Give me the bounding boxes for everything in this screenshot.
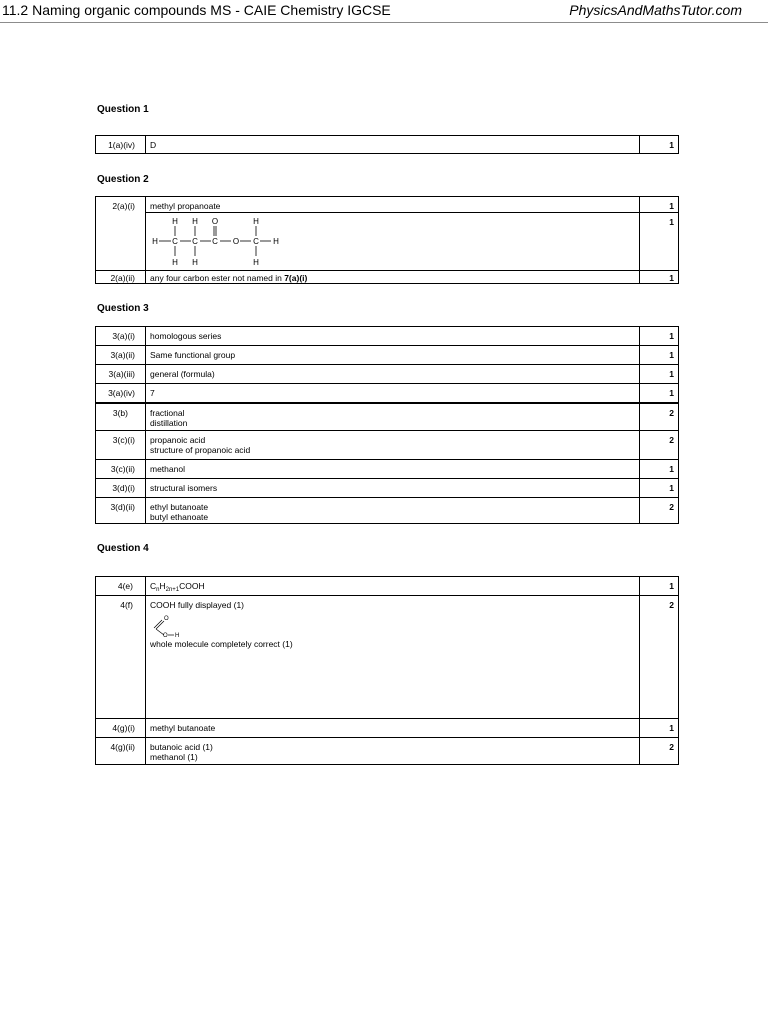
marks: 1 (640, 271, 679, 284)
marks: 2 (640, 431, 679, 460)
table-row (96, 719, 679, 738)
marks: 1 (640, 346, 679, 365)
table-row (96, 136, 679, 154)
question-2-heading: Question 2 (97, 174, 149, 185)
marks: 1 (640, 384, 679, 403)
question-3-table (95, 326, 679, 524)
question-number: 3(d)(ii) (96, 498, 146, 524)
atom-label: H (253, 258, 259, 267)
answer: Same functional group (146, 346, 640, 365)
question-number: 2(a)(i) (96, 197, 146, 271)
answer: methyl butanoate (146, 719, 640, 738)
marks: 1 (640, 136, 679, 154)
answer-line: methanol (1) (150, 752, 198, 762)
question-reference: 7(a)(i) (284, 273, 308, 283)
question-4-table (95, 576, 679, 765)
answer: homologous series (146, 327, 640, 346)
table-row (96, 498, 679, 524)
cooh-sketch (152, 611, 192, 637)
atom-label: O (163, 633, 168, 637)
atom-label: H (192, 217, 198, 226)
question-number: 4(g)(ii) (96, 738, 146, 765)
table-row (96, 346, 679, 365)
table-row (96, 738, 679, 765)
question-1-table (95, 135, 679, 154)
question-number: 3(c)(i) (96, 431, 146, 460)
atom-label: H (172, 217, 178, 226)
marks: 1 (640, 365, 679, 384)
table-row (96, 197, 679, 213)
table-row (96, 327, 679, 346)
question-1-heading: Question 1 (97, 104, 149, 115)
question-number: 1(a)(iv) (96, 136, 146, 154)
atom-label: C (172, 237, 178, 246)
answer-line: ethyl butanoate (150, 502, 209, 512)
answer: $C_nH_{2n+1}COOH$ (146, 577, 640, 596)
atom-label: O (232, 237, 240, 246)
answer (146, 596, 640, 719)
table-row (96, 577, 679, 596)
answer-line: propanoic acid (150, 435, 206, 445)
marks: 1 (640, 460, 679, 479)
atom-label: H (273, 237, 279, 246)
question-number: 2(a)(ii) (96, 271, 146, 284)
question-number: 4(g)(i) (96, 719, 146, 738)
question-4-heading: Question 4 (97, 543, 149, 554)
question-number: 3(a)(iii) (96, 365, 146, 384)
answer-line: butyl ethanoate (150, 512, 209, 522)
answer: methyl propanoate (146, 197, 640, 213)
atom-label: C (192, 237, 198, 246)
table-row (96, 365, 679, 384)
question-number: 3(c)(ii) (96, 460, 146, 479)
table-row (96, 596, 679, 719)
table-row (96, 384, 679, 403)
marks: 2 (640, 738, 679, 765)
question-number: 3(d)(i) (96, 479, 146, 498)
marks: 1 (640, 577, 679, 596)
answer: 7 (146, 384, 640, 403)
methyl-propanoate-structure (150, 216, 300, 270)
marks: 1 (640, 213, 679, 271)
answer-line: whole molecule completely correct (1) (150, 639, 293, 649)
site-name: PhysicsAndMathsTutor.com (569, 2, 742, 18)
answer: any four carbon ester not named in 7(a)(i) (146, 271, 640, 284)
answer-line: COOH fully displayed (1) (150, 600, 245, 610)
question-number: 4(f) (96, 596, 146, 719)
table-row (96, 460, 679, 479)
answer (146, 498, 640, 524)
atom-label: H (152, 237, 158, 246)
marks: 1 (640, 479, 679, 498)
document-title: 11.2 Naming organic compounds MS - CAIE Chemistry IGCSE (2, 2, 391, 18)
answer (146, 403, 640, 431)
marks: 2 (640, 596, 679, 719)
marks: 1 (640, 719, 679, 738)
answer-line: butanoic acid (1) (150, 742, 213, 752)
marks: 1 (640, 327, 679, 346)
marks: 2 (640, 498, 679, 524)
question-2-table (95, 196, 679, 284)
question-number: 3(a)(i) (96, 327, 146, 346)
answer (146, 431, 640, 460)
answer (146, 738, 640, 765)
atom-label: H (175, 633, 180, 637)
table-row (96, 271, 679, 284)
atom-label: H (192, 258, 198, 267)
answer: D (146, 136, 640, 154)
answer-line: distillation (150, 417, 188, 428)
answer: structural isomers (146, 479, 640, 498)
question-number: 3(a)(iv) (96, 384, 146, 403)
atom-label: H (172, 258, 178, 267)
marks: 2 (640, 403, 679, 431)
marks: 1 (640, 197, 679, 213)
question-number: 4(e) (96, 577, 146, 596)
answer-line: fractional (150, 407, 185, 418)
structure-cell (146, 213, 640, 271)
answer-line: structure of propanoic acid (150, 445, 251, 455)
table-row (96, 479, 679, 498)
atom-label: O (211, 217, 219, 226)
page-header (0, 0, 768, 23)
atom-label: C (253, 237, 259, 246)
question-number: 3(a)(ii) (96, 346, 146, 365)
atom-label: H (253, 217, 259, 226)
answer: methanol (146, 460, 640, 479)
atom-label: C (212, 237, 218, 246)
answer: general (formula) (146, 365, 640, 384)
atom-label: O (164, 616, 169, 622)
question-number: 3(b) (96, 403, 146, 431)
table-row (96, 403, 679, 431)
table-row (96, 213, 679, 271)
question-3-heading: Question 3 (97, 303, 149, 314)
table-row (96, 431, 679, 460)
